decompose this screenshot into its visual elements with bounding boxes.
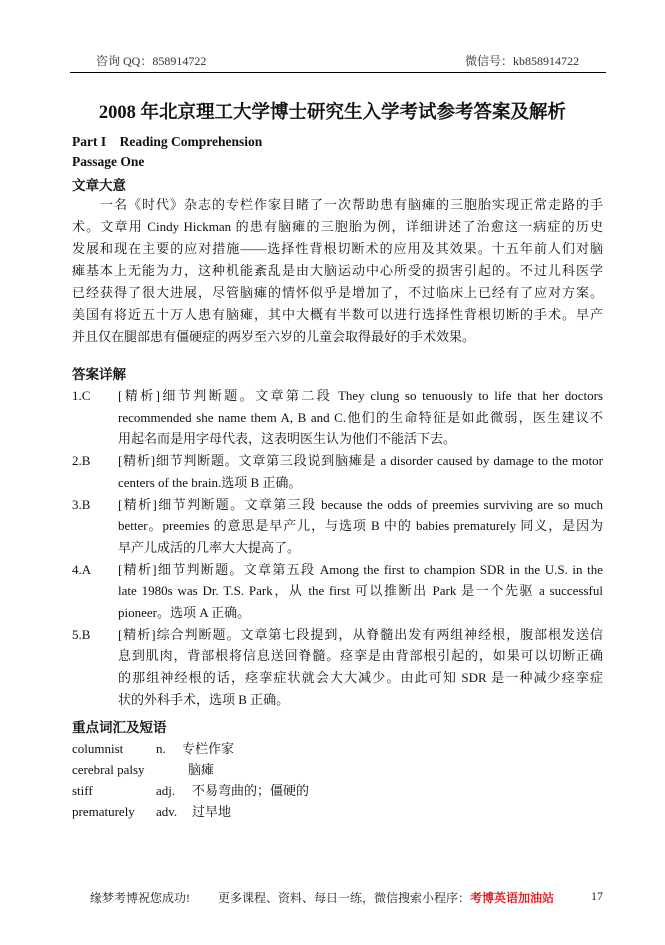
answer-number: 4.A [72,561,92,577]
footer-promo-text: 更多课程、资料、每日一练，微信搜索小程序： [218,891,471,905]
vocab-part-of-speech: n. [156,741,166,756]
footer-brand: 考博英语加油站 [470,891,555,905]
answer-explanation-line: late 1980s was Dr. T.S. Park，从 the first 可以推断出 Park 是一个先驱 a successful [118,583,603,599]
answer-number: 2.B [72,453,91,469]
answer-explanation-line: [精析]细节判断题。文章第三段说到脑瘫是 a disorder caused by damage to the motor [118,453,603,469]
summary-line: 美国有将近五十万人患有脑瘫，其中大概有半数可以进行选择性背根切断的手术。早产 [72,307,603,322]
answer-explanation-line: better。preemies 的意思是早产儿，与选项 B 中的 babies prematurely 同义，是因为 [118,518,603,534]
summary-line: 发展和现在主要的应对措施——选择性背根切断术的应用及其效果。十五年前人们对脑 [72,241,603,256]
answer-number: 1.C [72,388,91,403]
answer-explanation-line: 早产儿成活的几率大大提高了。 [118,539,301,555]
answer-explanation-line: 息到肌肉，背部根将信息送回脊髓。痉挛是由背部根引起的，如果可以切断正确 [118,648,603,664]
page-title: 2008 年北京理工大学博士研究生入学考试参考答案及解析 [98,103,567,123]
answer-explanation-line: 用起名而是用字母代表，这表明医生认为他们不能活下去。 [118,431,457,447]
vocab-word: stiff [72,783,93,798]
vocab-heading: 重点词汇及短语 [72,720,167,735]
vocab-part-of-speech: adv. [156,804,178,819]
header-wechat-id: 微信号：kb858914722 [464,54,579,68]
answer-explanation-line: centers of the brain.选项 B 正确。 [118,474,302,490]
answer-explanation-line: 的那组神经根的话，痉挛症状就会大大减少。由此可知 SDR 是一种减少痉挛症 [118,670,603,686]
part-heading: Part I Reading Comprehension [72,134,263,149]
answer-explanation-line: [精析]细节判断题。文章第三段 because the odds of preemies surviving are so much [118,496,603,512]
page-number: 17 [591,889,603,903]
footer-promo [218,889,554,906]
summary-heading: 文章大意 [72,178,126,193]
vocab-word: prematurely [72,804,135,819]
answer-explanation-line: recommended she name them A, B and C.他们的生命特征是如此微弱，医生建议不 [118,409,603,425]
footer-slogan: 缘梦考博祝您成功! [90,891,190,905]
summary-line: 并且仅在腿部患有僵硬症的两岁至六岁的儿童会取得最好的手术效果。 [72,329,476,344]
answer-explanation-line: pioneer。选项 A 正确。 [118,605,251,620]
answers-heading: 答案详解 [72,367,126,382]
answer-explanation-line: 状的外科手术，选项 B 正确。 [118,691,290,707]
summary-line: 一名《时代》杂志的专栏作家目睹了一次帮助患有脑瘫的三胞胎实现正常走路的手 [72,197,603,212]
vocab-meaning: 专栏作家 [182,741,235,756]
answer-number: 5.B [72,626,91,642]
vocab-meaning: 不易弯曲的；僵硬的 [192,783,310,798]
vocab-meaning: 脑瘫 [188,762,215,777]
vocab-part-of-speech: adj. [156,783,176,798]
summary-line: 瘫基本上无能为力，这种机能紊乱是由大脑运动中心所受的损害引起的。不过儿科医学 [72,263,603,278]
answer-explanation-line: [精析]细节判断题。文章第二段 They clung so tenuously to life that her doctors [118,388,603,403]
answer-explanation-line: [精析]细节判断题。文章第五段 Among the first to champion SDR in the U.S. in the [118,561,603,577]
header-contact-qq: 咨询 QQ：858914722 [96,54,207,68]
answer-number: 3.B [72,496,91,512]
summary-line: 已经获得了很大进展，尽管脑瘫的情怀似乎是增加了，不过临床上已经有了应对方案。 [72,285,603,300]
answer-explanation-line: [精析]综合判断题。文章第七段提到，从脊髓出发有两组神经根，腹部根发送信 [118,626,603,642]
header-divider [70,72,606,73]
passage-heading: Passage One [72,154,145,169]
vocab-word: cerebral palsy [72,762,145,777]
vocab-meaning: 过早地 [192,804,232,819]
vocab-word: columnist [72,741,124,756]
summary-line: 术。文章用 Cindy Hickman 的患有脑瘫的三胞胎为例，详细讲述了治愈这一病症的历史 [72,219,603,234]
